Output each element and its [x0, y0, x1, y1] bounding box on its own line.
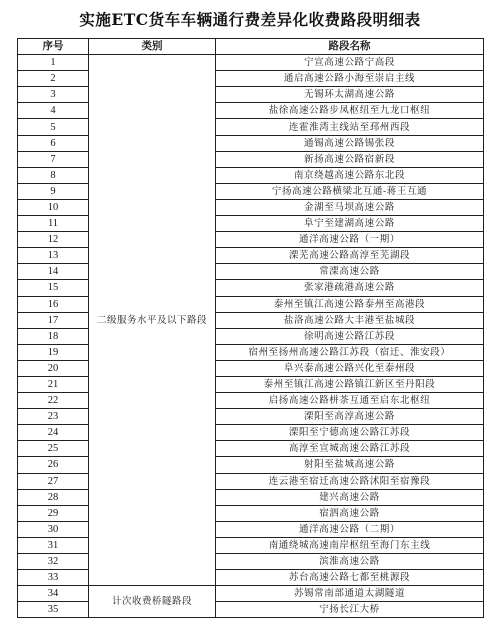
table-row — [18, 505, 484, 521]
row-section-name: 新扬高速公路宿新段 — [216, 151, 484, 167]
row-section-name: 启扬高速公路栟茶互通至启东北枢纽 — [216, 393, 484, 409]
row-section-name: 通锡高速公路锡张段 — [216, 135, 484, 151]
row-section-name: 盐徐高速公路步凤枢纽至九龙口枢纽 — [216, 103, 484, 119]
table-row — [18, 586, 484, 602]
row-section-name: 徐明高速公路江苏段 — [216, 328, 484, 344]
table-row — [18, 232, 484, 248]
table-row — [18, 457, 484, 473]
row-index: 2 — [18, 71, 89, 87]
row-section-name: 南通绕城高速南岸枢纽至海门东主线 — [216, 537, 484, 553]
row-index: 9 — [18, 183, 89, 199]
row-index: 28 — [18, 489, 89, 505]
row-index: 25 — [18, 441, 89, 457]
table-row — [18, 344, 484, 360]
row-section-name: 金湖至马坝高速公路 — [216, 199, 484, 215]
row-section-name: 常溧高速公路 — [216, 264, 484, 280]
table-row — [18, 328, 484, 344]
row-section-name: 宿泗高速公路 — [216, 505, 484, 521]
document-title: 实施ETC货车车辆通行费差异化收费路段明细表 — [79, 10, 421, 29]
table-row — [18, 473, 484, 489]
table-row — [18, 55, 484, 71]
table-row — [18, 103, 484, 119]
table-row — [18, 71, 484, 87]
row-section-name: 射阳至盐城高速公路 — [216, 457, 484, 473]
table-row — [18, 296, 484, 312]
row-section-name: 建兴高速公路 — [216, 489, 484, 505]
row-index: 3 — [18, 87, 89, 103]
table-row — [18, 537, 484, 553]
header-section-name: 路段名称 — [216, 39, 484, 55]
row-index: 13 — [18, 248, 89, 264]
row-section-name: 泰州至镇江高速公路镇江新区至丹阳段 — [216, 376, 484, 392]
row-section-name: 连云港至宿迁高速公路沭阳至宿豫段 — [216, 473, 484, 489]
row-section-name: 溧阳至宁德高速公路江苏段 — [216, 425, 484, 441]
row-section-name: 宁扬高速公路横梁北互通-蒋王互通 — [216, 183, 484, 199]
row-index: 5 — [18, 119, 89, 135]
row-index: 1 — [18, 55, 89, 71]
table-row — [18, 183, 484, 199]
row-index: 16 — [18, 296, 89, 312]
row-section-name: 南京绕越高速公路东北段 — [216, 167, 484, 183]
table-row — [18, 151, 484, 167]
row-section-name: 无锡环太湖高速公路 — [216, 87, 484, 103]
table-row — [18, 264, 484, 280]
row-index: 31 — [18, 537, 89, 553]
table-row — [18, 248, 484, 264]
row-index: 30 — [18, 521, 89, 537]
row-index: 19 — [18, 344, 89, 360]
table-row — [18, 199, 484, 215]
table-body — [18, 55, 484, 618]
table-row — [18, 570, 484, 586]
row-index: 35 — [18, 602, 89, 618]
row-section-name: 高淳至宣城高速公路江苏段 — [216, 441, 484, 457]
header-index: 序号 — [18, 39, 89, 55]
row-section-name: 苏锡常南部通道太湖隧道 — [216, 586, 484, 602]
row-section-name: 泰州至镇江高速公路泰州至高港段 — [216, 296, 484, 312]
row-index: 34 — [18, 586, 89, 602]
row-section-name: 通洋高速公路（二期） — [216, 521, 484, 537]
row-section-name: 溧阳至高淳高速公路 — [216, 409, 484, 425]
table-row — [18, 441, 484, 457]
table-row — [18, 393, 484, 409]
table-row — [18, 312, 484, 328]
row-index: 29 — [18, 505, 89, 521]
row-index: 22 — [18, 393, 89, 409]
row-index: 8 — [18, 167, 89, 183]
row-index: 26 — [18, 457, 89, 473]
row-index: 32 — [18, 554, 89, 570]
table-row — [18, 135, 484, 151]
table-row — [18, 119, 484, 135]
row-section-name: 苏台高速公路七都至桃源段 — [216, 570, 484, 586]
table-row — [18, 376, 484, 392]
table-row — [18, 87, 484, 103]
row-section-name: 宁扬长江大桥 — [216, 602, 484, 618]
row-section-name: 张家港疏港高速公路 — [216, 280, 484, 296]
row-section-name: 溧芜高速公路高淳至芜湖段 — [216, 248, 484, 264]
table-row — [18, 360, 484, 376]
row-section-name: 宁宣高速公路宁高段 — [216, 55, 484, 71]
row-index: 14 — [18, 264, 89, 280]
table-row — [18, 489, 484, 505]
row-category: 二级服务水平及以下路段 — [89, 55, 216, 586]
row-section-name: 盐洛高速公路大丰港至盐城段 — [216, 312, 484, 328]
table-row — [18, 554, 484, 570]
table-row — [18, 409, 484, 425]
row-section-name: 阜兴泰高速公路兴化至泰州段 — [216, 360, 484, 376]
row-index: 6 — [18, 135, 89, 151]
row-category: 计次收费桥隧路段 — [89, 586, 216, 618]
table-row — [18, 280, 484, 296]
table-row — [18, 425, 484, 441]
row-section-name: 滨淮高速公路 — [216, 554, 484, 570]
row-index: 4 — [18, 103, 89, 119]
row-section-name: 宿州至扬州高速公路江苏段（宿迁、淮安段） — [216, 344, 484, 360]
row-index: 18 — [18, 328, 89, 344]
row-index: 27 — [18, 473, 89, 489]
row-index: 23 — [18, 409, 89, 425]
toll-section-table — [17, 38, 484, 618]
table-header-row — [18, 39, 484, 55]
table-row — [18, 602, 484, 618]
row-index: 11 — [18, 216, 89, 232]
row-index: 15 — [18, 280, 89, 296]
row-index: 17 — [18, 312, 89, 328]
row-section-name: 通启高速公路小海至崇启主线 — [216, 71, 484, 87]
row-index: 10 — [18, 199, 89, 215]
row-section-name: 连霍淮湾主线站至邳州西段 — [216, 119, 484, 135]
header-category: 类别 — [89, 39, 216, 55]
row-index: 21 — [18, 376, 89, 392]
table-row — [18, 167, 484, 183]
table-row — [18, 216, 484, 232]
row-index: 24 — [18, 425, 89, 441]
row-index: 7 — [18, 151, 89, 167]
row-index: 20 — [18, 360, 89, 376]
row-index: 33 — [18, 570, 89, 586]
row-section-name: 阜宁至建湖高速公路 — [216, 216, 484, 232]
table-row — [18, 521, 484, 537]
row-section-name: 通洋高速公路（一期） — [216, 232, 484, 248]
row-index: 12 — [18, 232, 89, 248]
